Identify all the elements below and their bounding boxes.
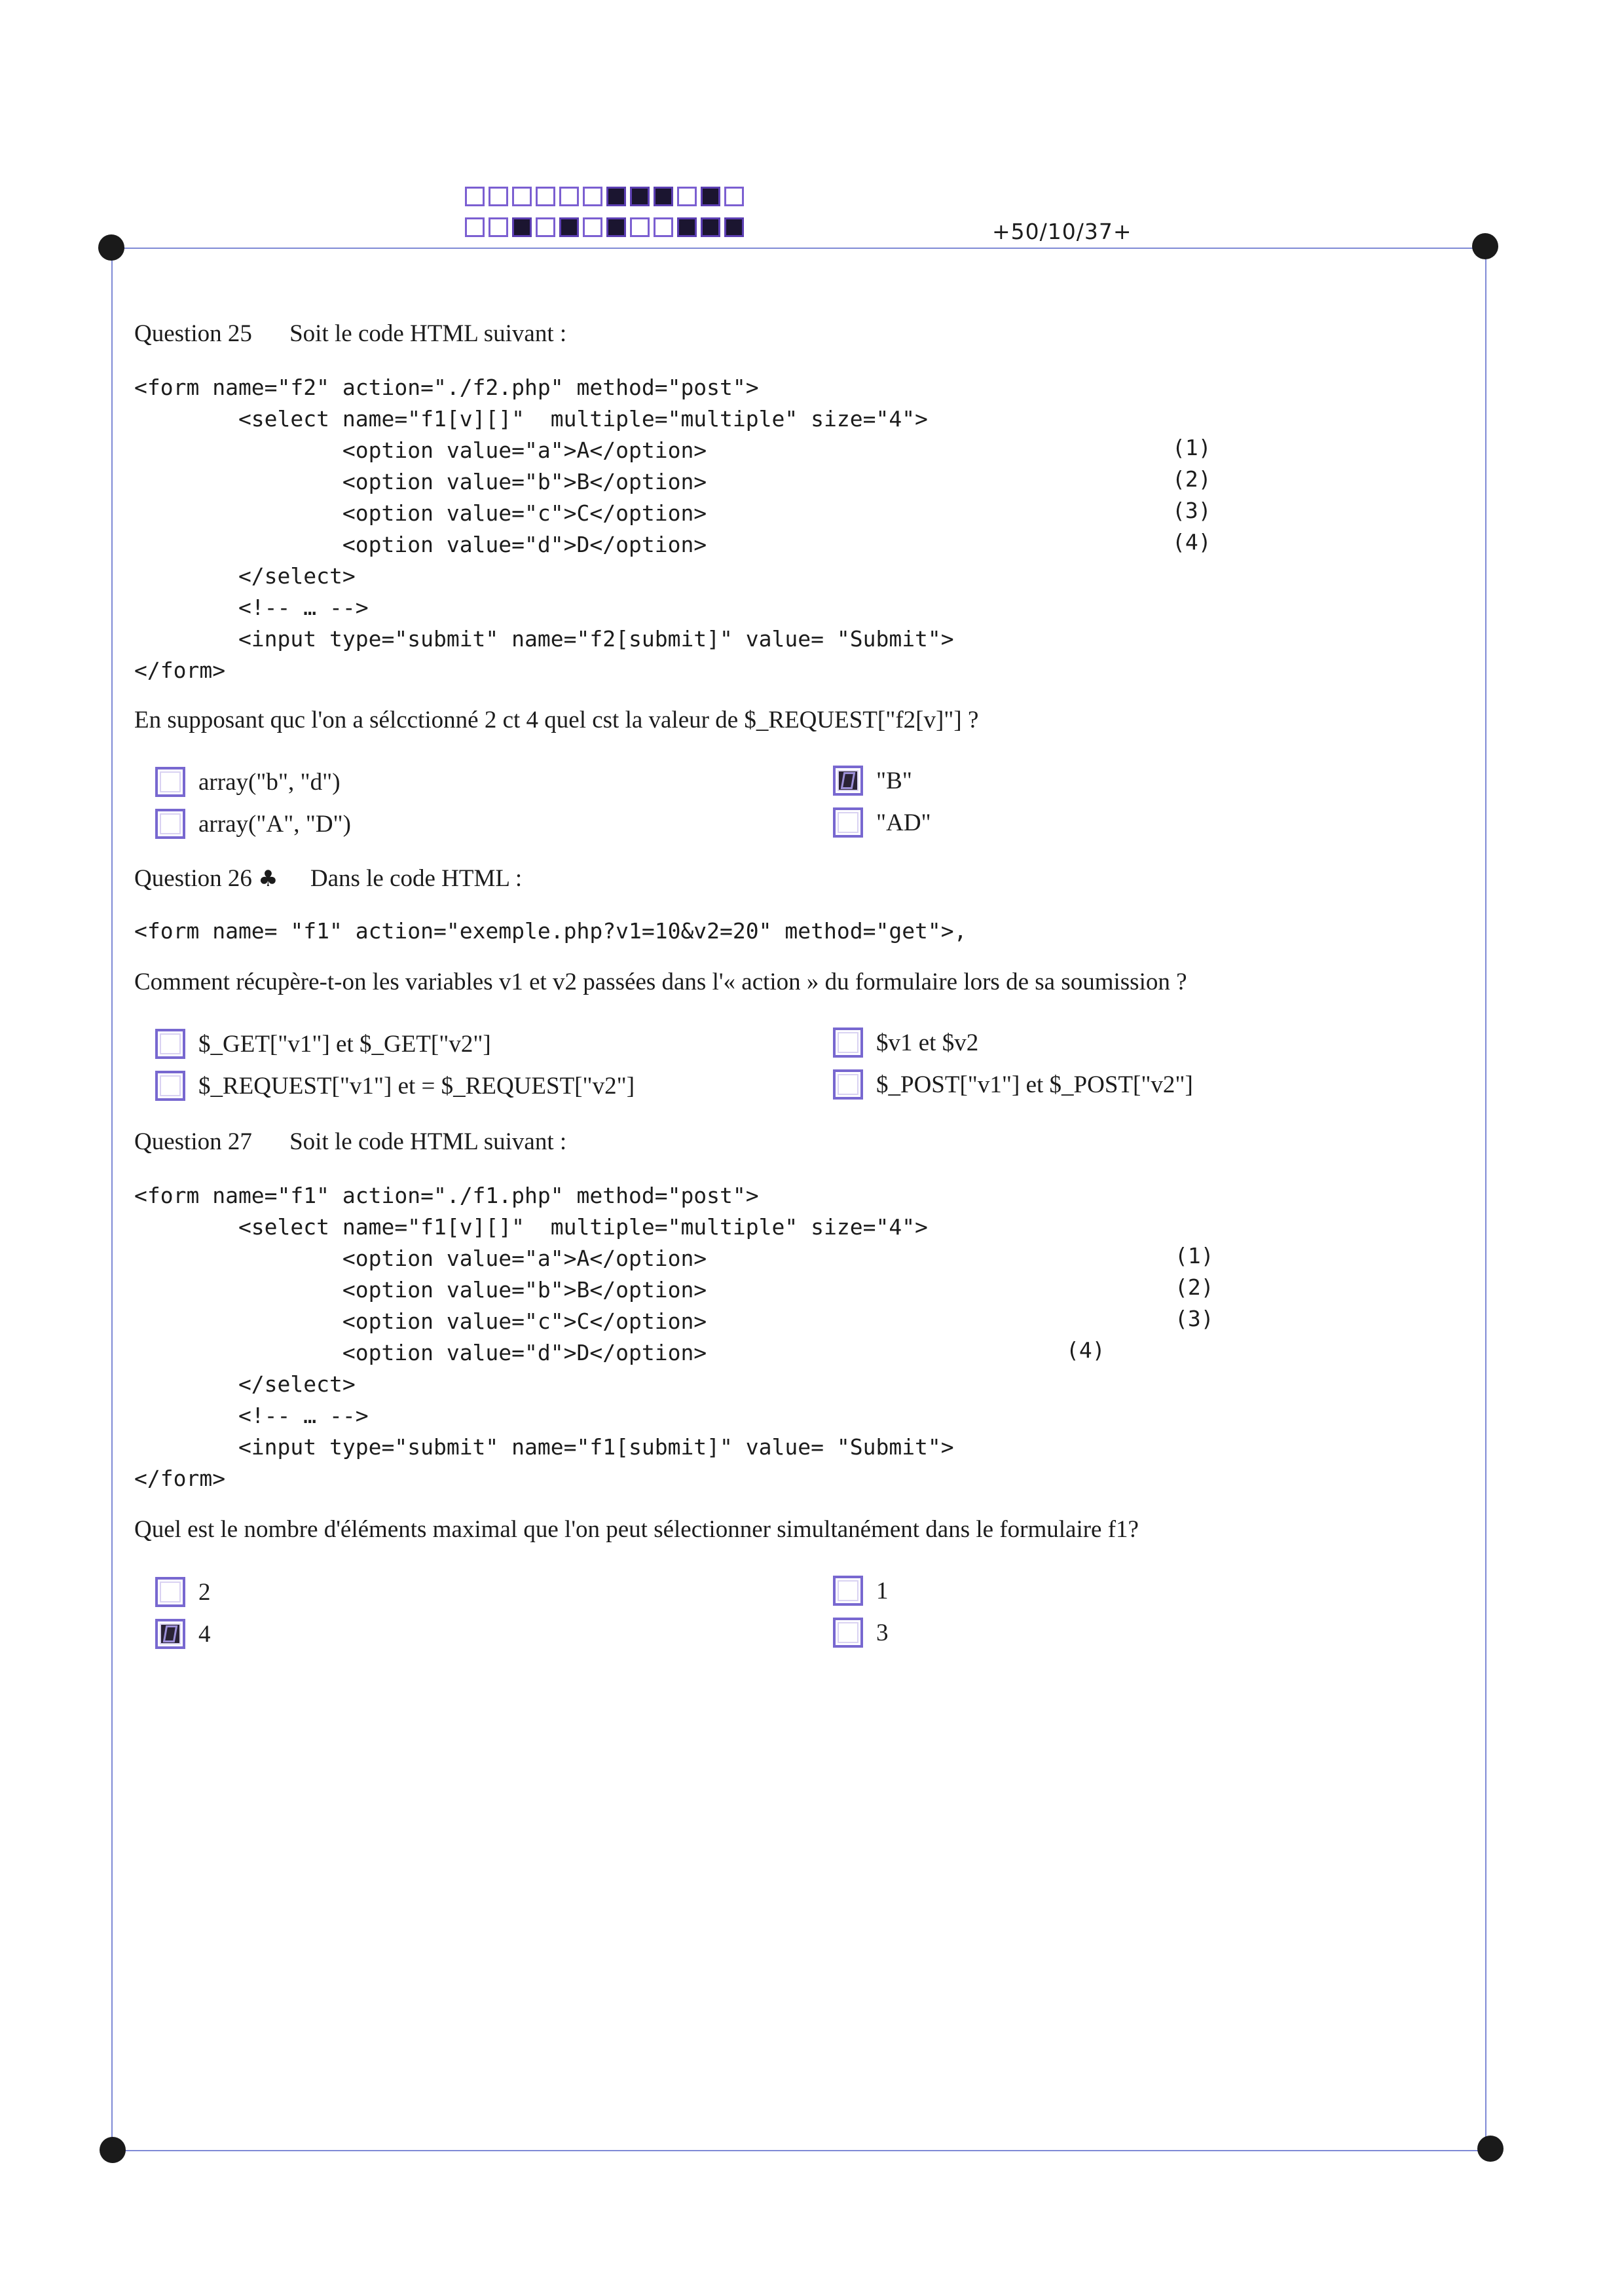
code-line: </form> — [134, 1466, 226, 1491]
code-line: <option value="d">D</option> — [134, 532, 707, 557]
q26-answer-1-label: $_GET["v1"] et $_GET["v2"] — [198, 1030, 491, 1058]
code-line: <option value="b">B</option> — [134, 469, 707, 494]
q27-line-number-1: (1) — [1175, 1243, 1214, 1268]
q26-answer-4-label: $_POST["v1"] et $_POST["v2"] — [876, 1071, 1193, 1098]
barcode-row-2 — [465, 217, 744, 237]
corner-mark-top-left — [98, 234, 124, 261]
frame-bottom-line — [113, 2150, 1490, 2151]
barcode-cell — [583, 217, 602, 237]
q27-answer-1[interactable] — [155, 1577, 211, 1607]
q25-answer-4-label: "AD" — [876, 809, 931, 836]
barcode-cell — [465, 217, 485, 237]
q25-answer-3-label: array("A", "D") — [198, 810, 351, 838]
q25-answer-2-checkbox[interactable] — [833, 766, 863, 796]
q27-answer-2-label: 1 — [876, 1577, 889, 1604]
code-line: <option value="c">C</option> — [134, 500, 707, 526]
q25-line-number-3: (3) — [1172, 498, 1211, 523]
barcode-cell — [536, 217, 555, 237]
q25-code — [134, 372, 954, 686]
code-line: </select> — [134, 563, 356, 589]
barcode-cell — [489, 187, 508, 206]
code-line: <select name="f1[v][]" multiple="multiple" size="4"> — [134, 406, 928, 432]
frame-right-line — [1485, 248, 1486, 2152]
barcode-cell — [465, 187, 485, 206]
q27-label: Question 27 — [134, 1128, 252, 1155]
barcode-cell — [559, 187, 579, 206]
q26-label: Question 26 — [134, 865, 252, 892]
q25-header — [134, 320, 566, 348]
q26-answer-4[interactable] — [833, 1069, 1193, 1100]
q25-answer-1[interactable] — [155, 767, 341, 797]
q27-answer-2-checkbox[interactable] — [833, 1576, 863, 1606]
corner-mark-bottom-left — [100, 2137, 126, 2163]
code-line: <!-- … --> — [134, 1403, 369, 1428]
barcode-cell — [512, 217, 532, 237]
q27-header — [134, 1128, 566, 1156]
barcode-cell — [489, 217, 508, 237]
q26-code: <form name= "f1" action="exemple.php?v1=10&v2=20" method="get">, — [134, 918, 967, 944]
frame-top-line — [111, 248, 1486, 249]
q26-header — [134, 864, 522, 893]
q27-answer-3[interactable] — [155, 1619, 211, 1649]
q25-answer-4-checkbox[interactable] — [833, 807, 863, 838]
q26-answer-2-label: $v1 et $v2 — [876, 1029, 979, 1056]
q27-line-number-4: (4) — [1066, 1337, 1105, 1363]
q27-answer-1-label: 2 — [198, 1578, 211, 1606]
club-icon: ♣ — [258, 866, 278, 892]
barcode-cell — [654, 187, 673, 206]
code-line: </form> — [134, 657, 226, 683]
barcode-row-1 — [465, 187, 744, 206]
q27-answer-1-checkbox[interactable] — [155, 1577, 185, 1607]
q27-answer-4-checkbox[interactable] — [833, 1618, 863, 1648]
code-line: <!-- … --> — [134, 595, 369, 620]
q27-line-number-2: (2) — [1175, 1274, 1214, 1300]
code-line: <select name="f1[v][]" multiple="multiple" size="4"> — [134, 1214, 928, 1240]
code-line: <option value="c">C</option> — [134, 1308, 707, 1334]
q27-answer-3-label: 4 — [198, 1620, 211, 1648]
code-line: </select> — [134, 1371, 356, 1397]
q25-line-number-2: (2) — [1172, 466, 1211, 492]
q25-question: En supposant quc l'on a sélcctionné 2 ct 4 quel cst la valeur de $_REQUEST["f2[v]"] ? — [134, 707, 979, 733]
barcode-cell — [512, 187, 532, 206]
corner-mark-bottom-right — [1477, 2136, 1504, 2162]
barcode-cell — [701, 187, 720, 206]
barcode-cell — [583, 187, 602, 206]
barcode-cell — [606, 217, 626, 237]
q26-answer-3[interactable] — [155, 1071, 635, 1101]
barcode-cell — [724, 187, 744, 206]
q26-question: Comment récupère-t-on les variables v1 et v2 passées dans l'« action » du formulaire lors de sa soumission ? — [134, 969, 1187, 995]
q26-answer-1[interactable] — [155, 1029, 491, 1059]
q25-answer-1-checkbox[interactable] — [155, 767, 185, 797]
code-line: <input type="submit" name="f2[submit]" value= "Submit"> — [134, 626, 954, 652]
barcode-cell — [701, 217, 720, 237]
q27-answer-3-checkbox[interactable] — [155, 1619, 185, 1649]
barcode-cell — [559, 217, 579, 237]
barcode-cell — [630, 187, 650, 206]
q26-answer-1-checkbox[interactable] — [155, 1029, 185, 1059]
corner-mark-top-right — [1472, 233, 1498, 259]
barcode-cell — [654, 217, 673, 237]
q25-line-number-1: (1) — [1172, 435, 1211, 460]
barcode-cell — [724, 217, 744, 237]
barcode-cell — [677, 217, 697, 237]
frame-left-line — [111, 248, 113, 2152]
q26-answer-2[interactable] — [833, 1028, 978, 1058]
q27-question: Quel est le nombre d'éléments maximal que l'on peut sélectionner simultanément dans le formulaire f1? — [134, 1516, 1139, 1543]
q25-label: Question 25 — [134, 320, 252, 347]
q25-answer-2[interactable] — [833, 766, 912, 796]
q25-line-number-4: (4) — [1172, 529, 1211, 555]
q26-answer-4-checkbox[interactable] — [833, 1069, 863, 1100]
q26-answer-3-checkbox[interactable] — [155, 1071, 185, 1101]
code-line: <option value="b">B</option> — [134, 1277, 707, 1303]
code-line: <option value="a">A</option> — [134, 437, 707, 463]
barcode-cell — [630, 217, 650, 237]
q25-answer-3-checkbox[interactable] — [155, 809, 185, 839]
code-line: <form name="f1" action="./f1.php" method="post"> — [134, 1183, 759, 1208]
q27-answer-4-label: 3 — [876, 1619, 889, 1646]
page-id: +50/10/37+ — [992, 219, 1132, 244]
code-line: <form name="f2" action="./f2.php" method="post"> — [134, 375, 759, 400]
code-line: <input type="submit" name="f1[submit]" value= "Submit"> — [134, 1434, 954, 1460]
q25-answer-3[interactable] — [155, 809, 351, 839]
code-line: <option value="d">D</option> — [134, 1340, 707, 1365]
q27-line-number-3: (3) — [1175, 1306, 1214, 1331]
barcode-cell — [536, 187, 555, 206]
q26-answer-3-label: $_REQUEST["v1"] et = $_REQUEST["v2"] — [198, 1072, 635, 1100]
q27-answer-2[interactable] — [833, 1576, 889, 1606]
barcode-cell — [606, 187, 626, 206]
q27-intro: Soit le code HTML suivant : — [289, 1128, 567, 1155]
q27-answer-4[interactable] — [833, 1618, 889, 1648]
code-line: <option value="a">A</option> — [134, 1246, 707, 1271]
q25-answer-4[interactable] — [833, 807, 931, 838]
barcode-cell — [677, 187, 697, 206]
q26-intro: Dans le code HTML : — [310, 865, 523, 892]
q26-answer-2-checkbox[interactable] — [833, 1028, 863, 1058]
q25-answer-2-label: "B" — [876, 767, 912, 794]
q25-answer-1-label: array("b", "d") — [198, 768, 341, 796]
q27-code — [134, 1180, 954, 1494]
q25-intro: Soit le code HTML suivant : — [289, 320, 567, 347]
